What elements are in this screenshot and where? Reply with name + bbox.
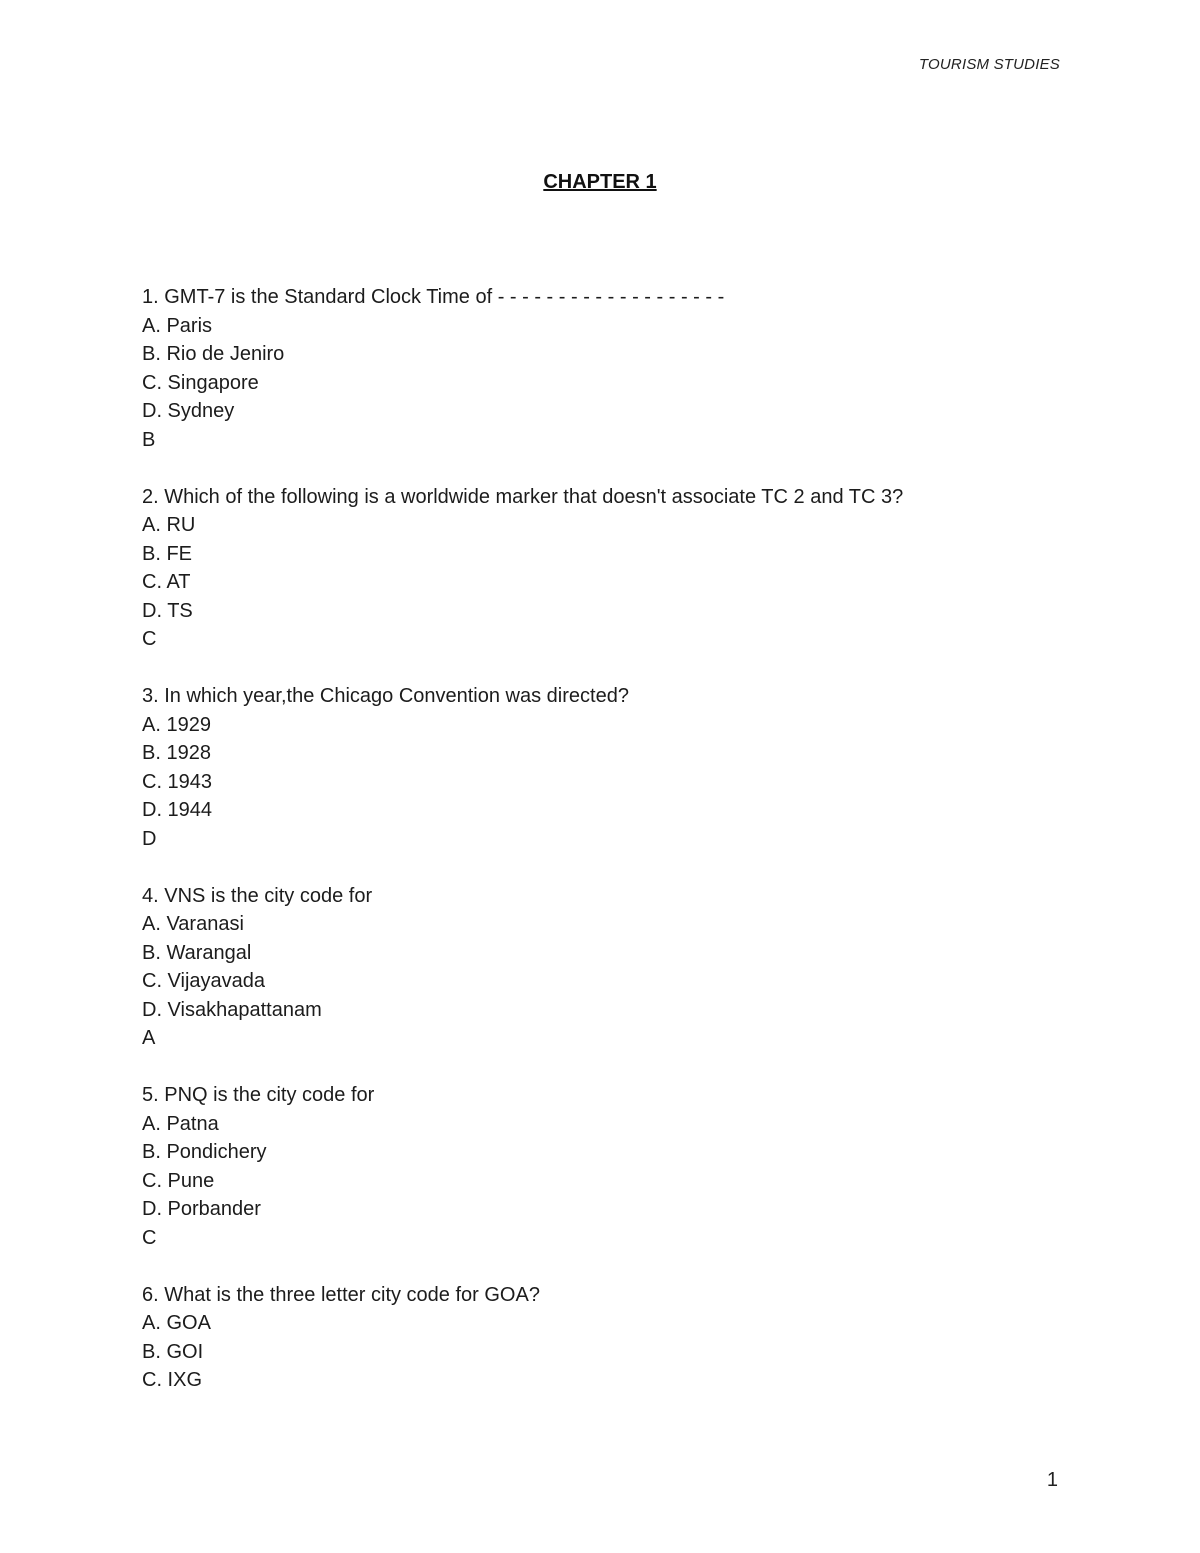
answer-key: C	[142, 628, 157, 650]
option-b: B. FE	[142, 542, 193, 565]
question-text: 3. In which year,the Chicago Convention was directed?	[142, 685, 629, 707]
option-c: C. Pune	[142, 1169, 215, 1192]
option-c: C. IXG	[142, 1369, 203, 1391]
option-b: B. GOI	[142, 1340, 204, 1363]
option-b: B. 1928	[142, 742, 211, 764]
option-a: A. 1929	[142, 713, 211, 736]
option-b: B. Warangal	[142, 941, 252, 964]
option-a: A. Patna	[142, 1112, 219, 1135]
answer-key: B	[142, 428, 156, 451]
question-text: 5. PNQ is the city code for	[142, 1084, 375, 1106]
chapter-title: CHAPTER 1	[543, 171, 657, 193]
option-d: D. Porbander	[142, 1198, 261, 1220]
answer-key: A	[142, 1027, 156, 1049]
option-b: B. Rio de Jeniro	[142, 343, 285, 365]
option-b: B. Pondichery	[142, 1141, 267, 1163]
question-block	[142, 682, 1102, 853]
page-number: 1	[1046, 1469, 1058, 1491]
answer-key: D	[142, 827, 157, 850]
option-d: D. TS	[142, 599, 193, 622]
option-c: C. AT	[142, 571, 191, 593]
question-block	[142, 283, 1102, 454]
question-block	[142, 882, 1102, 1053]
question-text: 6. What is the three letter city code for GOA?	[142, 1283, 540, 1306]
question-text: 4. VNS is the city code for	[142, 884, 373, 907]
option-a: A. Paris	[142, 314, 213, 337]
option-d: D. Visakhapattanam	[142, 998, 322, 1021]
question-text: 2. Which of the following is a worldwide marker that doesn't associate TC 2 and TC 3?	[142, 485, 904, 508]
option-c: C. 1943	[142, 770, 213, 793]
question-block	[142, 1081, 1102, 1252]
option-a: A. Varanasi	[142, 913, 244, 935]
answer-key: C	[142, 1226, 157, 1249]
option-c: C. Vijayavada	[142, 970, 266, 992]
question-list	[142, 283, 1102, 1423]
question-block	[142, 483, 1102, 654]
option-a: A. RU	[142, 514, 196, 536]
running-header: TOURISM STUDIES	[918, 56, 1060, 73]
option-d: D. Sydney	[142, 400, 235, 422]
question-block	[142, 1281, 1102, 1395]
question-text: 1. GMT-7 is the Standard Clock Time of - - - - - - - - - - - - - - - - - - -	[142, 286, 725, 308]
option-c: C. Singapore	[142, 371, 259, 394]
option-a: A. GOA	[142, 1312, 211, 1334]
option-d: D. 1944	[142, 799, 213, 821]
